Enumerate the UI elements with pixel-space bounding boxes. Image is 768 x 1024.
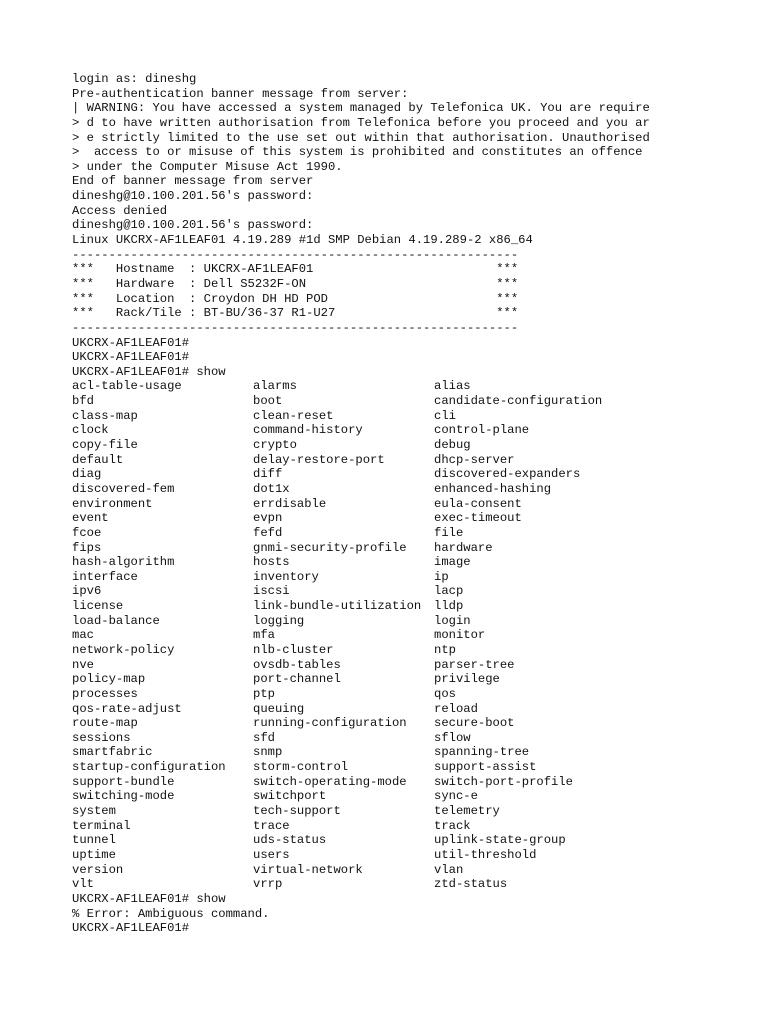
show-command-option: eula-consent <box>434 496 522 511</box>
show-command-option: event <box>72 511 109 526</box>
show-command-option: lacp <box>434 584 464 599</box>
show-command-option: delay-restore-port <box>253 452 385 467</box>
show-command-option: discovered-expanders <box>434 467 581 482</box>
show-command-option: telemetry <box>434 804 500 819</box>
show-command-option: sync-e <box>434 789 478 804</box>
show-command-option: snmp <box>253 745 283 760</box>
show-command-option: vrrp <box>253 877 283 892</box>
show-command-option: enhanced-hashing <box>434 481 552 496</box>
terminal-line: UKCRX-AF1LEAF01# <box>72 335 190 350</box>
terminal-line: ------------------------------------------------------------- <box>72 247 519 262</box>
show-command-option: fips <box>72 540 102 555</box>
show-command-option: route-map <box>72 716 138 731</box>
show-command-option: mac <box>72 628 94 643</box>
show-command-option: running-configuration <box>253 716 407 731</box>
terminal-line: > under the Computer Misuse Act 1990. <box>72 159 343 174</box>
show-command-option: ztd-status <box>434 877 508 892</box>
show-command-option: dot1x <box>253 481 290 496</box>
show-command-option: users <box>253 847 290 862</box>
show-command-option: trace <box>253 818 290 833</box>
show-command-option: qos <box>434 686 456 701</box>
show-command-option: hardware <box>434 540 493 555</box>
show-command-option: secure-boot <box>434 716 515 731</box>
show-command-option: inventory <box>253 569 319 584</box>
show-command-option: parser-tree <box>434 657 515 672</box>
show-command-option: copy-file <box>72 438 138 453</box>
show-command-option: track <box>434 818 471 833</box>
terminal-line: > e strictly limited to the use set out within that authorisation. Unauthorised <box>72 130 650 145</box>
show-command-option: login <box>434 613 471 628</box>
show-command-option: ntp <box>434 642 456 657</box>
terminal-line: *** Hostname : UKCRX-AF1LEAF01 *** <box>72 262 519 277</box>
terminal-line: ------------------------------------------------------------- <box>72 320 519 335</box>
show-command-option: switchport <box>253 789 327 804</box>
show-command-option: diag <box>72 467 102 482</box>
show-command-option: policy-map <box>72 672 146 687</box>
show-command-option: ptp <box>253 686 275 701</box>
show-command-option: nve <box>72 657 94 672</box>
terminal-line: % Error: Ambiguous command. <box>72 906 270 921</box>
show-command-option: control-plane <box>434 423 530 438</box>
show-command-option: hosts <box>253 555 290 570</box>
show-command-option: vlt <box>72 877 94 892</box>
show-command-option: qos-rate-adjust <box>72 701 182 716</box>
show-command-option: default <box>72 452 124 467</box>
show-command-option: gnmi-security-profile <box>253 540 407 555</box>
terminal-line: *** Hardware : Dell S5232F-ON *** <box>72 276 519 291</box>
show-command-option: evpn <box>253 511 283 526</box>
show-command-option: lldp <box>434 599 464 614</box>
show-command-option: version <box>72 862 124 877</box>
terminal-line: Linux UKCRX-AF1LEAF01 4.19.289 #1d SMP Debian 4.19.289-2 x86_64 <box>72 233 533 248</box>
terminal-line: > d to have written authorisation from Telefonica before you proceed and you ar <box>72 115 650 130</box>
show-command-option: support-bundle <box>72 774 175 789</box>
show-command-option: errdisable <box>253 496 327 511</box>
terminal-line: End of banner message from server <box>72 174 314 189</box>
show-command-option: clock <box>72 423 109 438</box>
show-command-option: alias <box>434 379 471 394</box>
show-command-option: exec-timeout <box>434 511 522 526</box>
show-command-option: storm-control <box>253 760 349 775</box>
show-command-option: privilege <box>434 672 500 687</box>
terminal-output[interactable] <box>72 72 752 936</box>
show-command-option: reload <box>434 701 478 716</box>
show-command-option: fcoe <box>72 525 102 540</box>
show-command-option: virtual-network <box>253 862 363 877</box>
show-command-option: ovsdb-tables <box>253 657 341 672</box>
show-command-option: candidate-configuration <box>434 394 603 409</box>
show-command-option: nlb-cluster <box>253 642 334 657</box>
terminal-line: Access denied <box>72 203 168 218</box>
terminal-line: *** Location : Croydon DH HD POD *** <box>72 291 519 306</box>
show-command-option: uptime <box>72 847 116 862</box>
show-command-option: port-channel <box>253 672 341 687</box>
show-command-list <box>72 379 752 891</box>
show-command-option: vlan <box>434 862 464 877</box>
show-command-option: class-map <box>72 408 138 423</box>
terminal-line: UKCRX-AF1LEAF01# show <box>72 891 226 906</box>
terminal-line: UKCRX-AF1LEAF01# show <box>72 364 226 379</box>
show-command-option: ipv6 <box>72 584 102 599</box>
show-command-option: diff <box>253 467 283 482</box>
show-command-option: tech-support <box>253 804 341 819</box>
terminal-session-log <box>72 72 752 379</box>
show-command-option: smartfabric <box>72 745 153 760</box>
show-command-option: sfd <box>253 730 275 745</box>
show-command-option: debug <box>434 438 471 453</box>
show-command-option: clean-reset <box>253 408 334 423</box>
show-command-option: link-bundle-utilization <box>253 599 422 614</box>
show-command-option: uds-status <box>253 833 327 848</box>
show-command-option: license <box>72 599 124 614</box>
show-command-option: hash-algorithm <box>72 555 175 570</box>
show-command-option: mfa <box>253 628 275 643</box>
terminal-line: | WARNING: You have accessed a system managed by Telefonica UK. You are require <box>72 101 650 116</box>
show-command-option: crypto <box>253 438 297 453</box>
terminal-line: *** Rack/Tile : BT-BU/36-37 R1-U27 *** <box>72 306 519 321</box>
show-command-option: support-assist <box>434 760 537 775</box>
show-command-option: image <box>434 555 471 570</box>
show-command-option: command-history <box>253 423 363 438</box>
show-command-option: logging <box>253 613 305 628</box>
show-command-option: bfd <box>72 394 94 409</box>
show-command-option: spanning-tree <box>434 745 530 760</box>
show-command-option: queuing <box>253 701 305 716</box>
show-command-option: fefd <box>253 525 283 540</box>
terminal-line: UKCRX-AF1LEAF01# <box>72 350 190 365</box>
show-command-option: sessions <box>72 730 131 745</box>
terminal-line: UKCRX-AF1LEAF01# <box>72 921 190 936</box>
show-command-option: processes <box>72 686 138 701</box>
terminal-line: Pre-authentication banner message from server: <box>72 86 409 101</box>
show-command-option: ip <box>434 569 449 584</box>
show-command-option: system <box>72 804 116 819</box>
terminal-line: login as: dineshg <box>72 72 197 86</box>
show-command-option: switching-mode <box>72 789 175 804</box>
show-command-option: startup-configuration <box>72 760 226 775</box>
terminal-line: dineshg@10.100.201.56's password: <box>72 189 314 204</box>
terminal-line: dineshg@10.100.201.56's password: <box>72 218 314 233</box>
show-command-option: load-balance <box>72 613 160 628</box>
show-command-option: alarms <box>253 379 297 394</box>
show-command-option: network-policy <box>72 642 175 657</box>
show-command-option: cli <box>434 408 456 423</box>
show-command-option: switch-port-profile <box>434 774 573 789</box>
show-command-option: file <box>434 525 464 540</box>
show-command-option: uplink-state-group <box>434 833 566 848</box>
show-command-option: tunnel <box>72 833 116 848</box>
show-command-option: iscsi <box>253 584 290 599</box>
terminal-prompt-area <box>72 892 752 936</box>
show-command-option: util-threshold <box>434 847 537 862</box>
show-command-option: discovered-fem <box>72 481 175 496</box>
show-command-option: environment <box>72 496 153 511</box>
show-command-option: interface <box>72 569 138 584</box>
show-command-option: sflow <box>434 730 471 745</box>
show-command-option: monitor <box>434 628 486 643</box>
show-command-option: switch-operating-mode <box>253 774 407 789</box>
show-command-option: acl-table-usage <box>72 379 182 394</box>
show-command-option: dhcp-server <box>434 452 515 467</box>
show-command-option: boot <box>253 394 283 409</box>
terminal-line: > access to or misuse of this system is prohibited and constitutes an offence <box>72 145 643 160</box>
show-command-option: terminal <box>72 818 131 833</box>
